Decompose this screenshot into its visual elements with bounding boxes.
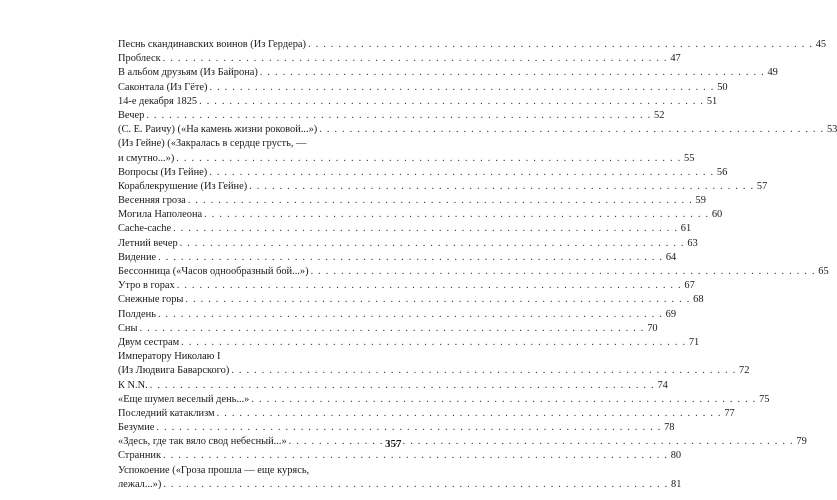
dot-leader bbox=[319, 123, 824, 137]
toc-entry bbox=[118, 265, 829, 279]
toc-entry-title: Последний катаклизм bbox=[118, 407, 215, 419]
toc-entry-page: 57 bbox=[756, 180, 768, 192]
toc-entry-page: 64 bbox=[665, 251, 677, 263]
toc-entry bbox=[118, 166, 728, 180]
toc-entry-page: 55 bbox=[684, 152, 695, 164]
toc-entry-line bbox=[118, 464, 371, 478]
toc-entry-line bbox=[118, 293, 704, 307]
toc-entry-page: 47 bbox=[670, 53, 681, 65]
toc-entry-title: и смутно...») bbox=[118, 152, 175, 164]
toc-entry-page: 56 bbox=[716, 166, 728, 178]
toc-entry-page: 79 bbox=[796, 436, 807, 448]
toc-entry-title: Вопросы (Из Гейне) bbox=[118, 166, 208, 178]
toc-entry-line bbox=[118, 109, 665, 123]
toc-entry-line bbox=[118, 350, 371, 364]
toc-entry-line bbox=[118, 166, 728, 180]
toc-entry-title: Утро в горах bbox=[118, 280, 175, 292]
dot-leader bbox=[199, 95, 704, 109]
dot-leader bbox=[163, 478, 668, 492]
toc-entry bbox=[118, 379, 668, 393]
dot-leader bbox=[177, 279, 682, 293]
dot-leader bbox=[139, 322, 644, 336]
toc-entry bbox=[118, 52, 681, 66]
toc-entry-title: Двум сестрам bbox=[118, 336, 180, 348]
dot-leader bbox=[158, 308, 663, 322]
toc-entry-page: 65 bbox=[818, 266, 829, 277]
page-number: 357 bbox=[385, 438, 402, 450]
toc-entry bbox=[118, 180, 768, 194]
toc-entry bbox=[118, 322, 658, 336]
toc-entry-line bbox=[118, 95, 718, 109]
toc-entry bbox=[118, 194, 706, 208]
toc-entry-line bbox=[118, 180, 768, 194]
toc-entry bbox=[118, 279, 695, 293]
dot-leader bbox=[176, 152, 681, 166]
toc-entry-page: 72 bbox=[739, 365, 750, 377]
toc-entry-line bbox=[118, 379, 668, 393]
toc-entry-title: Полдень bbox=[118, 308, 156, 320]
toc-entry bbox=[118, 66, 778, 80]
toc-entry bbox=[118, 222, 692, 236]
toc-entry-line bbox=[118, 265, 829, 279]
toc-entry-title: (Из Гейне) («Закралась в сердце грусть, — bbox=[118, 138, 307, 150]
toc-entry-title: В альбом друзьям (Из Байрона) bbox=[118, 67, 258, 79]
dot-leader bbox=[260, 66, 765, 80]
toc-entry-page: 77 bbox=[724, 407, 735, 419]
toc-entry-title: Cache-cache bbox=[118, 223, 172, 235]
toc-entry-page: 70 bbox=[647, 322, 658, 334]
toc-entry bbox=[118, 336, 700, 350]
toc-entry-line bbox=[118, 81, 728, 95]
toc-entry-line bbox=[118, 38, 827, 52]
dot-leader bbox=[158, 251, 663, 265]
toc-entry-page: 51 bbox=[706, 95, 718, 107]
dot-leader bbox=[156, 421, 661, 435]
toc-entry-title: Видение bbox=[118, 251, 157, 263]
toc-entry bbox=[118, 81, 728, 95]
toc-entry-title: Бессонница («Часов однообразный бой...») bbox=[118, 266, 309, 277]
toc-entry bbox=[118, 407, 735, 421]
toc-entry-line bbox=[118, 364, 750, 378]
toc-entry-line bbox=[118, 449, 682, 463]
toc-entry bbox=[118, 464, 682, 492]
toc-entry bbox=[118, 251, 677, 265]
dot-leader bbox=[308, 38, 813, 52]
toc-entry-title: Сны bbox=[118, 322, 138, 334]
toc-entry-title: Саконтала (Из Гёте) bbox=[118, 81, 208, 93]
dot-leader bbox=[150, 379, 655, 393]
toc-entry bbox=[118, 38, 827, 52]
toc-entry-line bbox=[118, 322, 658, 336]
toc-entry-page: 49 bbox=[767, 67, 778, 79]
toc-entry-page: 74 bbox=[657, 379, 668, 391]
dot-leader bbox=[181, 336, 686, 350]
toc-entry-page: 67 bbox=[684, 280, 695, 292]
toc-entry-page: 45 bbox=[815, 39, 827, 50]
toc-entry-title: Кораблекрушение (Из Гейне) bbox=[118, 180, 248, 192]
toc-entry-title: Могила Наполеона bbox=[118, 209, 203, 221]
toc-entry-title: Безумие bbox=[118, 422, 155, 434]
toc-entry-title: Снежные горы bbox=[118, 294, 184, 306]
toc-entry-title: лежал...») bbox=[118, 478, 162, 490]
toc-entry-line bbox=[118, 222, 692, 236]
toc-entry-page: 60 bbox=[711, 209, 723, 221]
dot-leader bbox=[163, 52, 668, 66]
dot-leader bbox=[209, 81, 714, 95]
toc-entry-line bbox=[118, 152, 695, 166]
dot-leader bbox=[204, 208, 709, 222]
toc-entry-page: 78 bbox=[664, 422, 675, 434]
toc-entry-page: 71 bbox=[688, 336, 700, 348]
toc-entry-title: Проблеск bbox=[118, 53, 161, 65]
toc-entry-page: 61 bbox=[680, 223, 692, 235]
dot-leader bbox=[251, 393, 756, 407]
dot-leader bbox=[249, 180, 754, 194]
toc-entry bbox=[118, 95, 718, 109]
toc-entry-line bbox=[118, 137, 371, 151]
toc-entry bbox=[118, 449, 682, 463]
toc-entry-line bbox=[118, 237, 698, 251]
dot-leader bbox=[217, 407, 722, 421]
toc-entry-title: Успокоение («Гроза прошла — еще курясь, bbox=[118, 464, 310, 476]
toc-entry bbox=[118, 350, 750, 378]
toc-entry-page: 59 bbox=[695, 195, 706, 207]
toc-entry-title: К N.N. bbox=[118, 379, 148, 391]
dot-leader bbox=[163, 449, 668, 463]
toc-entry-line bbox=[118, 393, 770, 407]
toc-entry-page: 75 bbox=[759, 393, 770, 405]
toc-entry-page: 68 bbox=[693, 294, 704, 306]
toc-entry-line bbox=[118, 194, 706, 208]
dot-leader bbox=[231, 364, 736, 378]
toc-entry-page: 81 bbox=[671, 478, 682, 490]
toc-entry-page: 52 bbox=[654, 109, 665, 121]
toc-entry-title: Императору Николаю I bbox=[118, 351, 221, 363]
toc-entry bbox=[118, 393, 770, 407]
toc-entry-title: Летний вечер bbox=[118, 237, 178, 249]
toc-entry-line bbox=[118, 251, 677, 265]
toc-entry bbox=[118, 237, 698, 251]
toc-entry bbox=[118, 208, 723, 222]
toc-entry-title: Песнь скандинавских воинов (Из Гердера) bbox=[118, 39, 307, 50]
toc-entry bbox=[118, 123, 837, 137]
toc-entry bbox=[118, 109, 665, 123]
toc-entry-title: (Из Людвига Баварского) bbox=[118, 365, 230, 377]
toc-entry-line bbox=[118, 478, 682, 492]
toc-entry-line bbox=[118, 52, 681, 66]
toc-entry bbox=[118, 137, 695, 165]
toc-entry-title: «Здесь, где так вяло свод небесный...» bbox=[118, 436, 287, 448]
dot-leader bbox=[188, 194, 693, 208]
toc-entry-title: Вечер bbox=[118, 109, 145, 121]
toc-entry-title: «Еще шумел веселый день...» bbox=[118, 393, 250, 405]
toc-entry-line bbox=[118, 208, 723, 222]
toc-entry-line bbox=[118, 336, 700, 350]
toc-entry bbox=[118, 421, 675, 435]
toc-entry-page: 69 bbox=[665, 308, 677, 320]
dot-leader bbox=[146, 109, 651, 123]
dot-leader bbox=[311, 265, 816, 279]
toc-entry-title: 14-е декабря 1825 bbox=[118, 95, 198, 107]
toc-entry-line bbox=[118, 407, 735, 421]
toc-entry bbox=[118, 308, 677, 322]
toc-entry-title: Странник bbox=[118, 450, 161, 462]
toc-entry-page: 63 bbox=[687, 237, 698, 249]
toc-entry-page: 50 bbox=[717, 81, 728, 93]
dot-leader bbox=[185, 293, 690, 307]
toc-entry-title: (С. Е. Раичу) («На камень жизни роковой...») bbox=[118, 124, 318, 136]
dot-leader bbox=[289, 435, 794, 449]
toc-entry-title: Весенняя гроза bbox=[118, 195, 186, 207]
toc-entry-line bbox=[118, 123, 837, 137]
toc-entry-page: 80 bbox=[670, 450, 682, 462]
toc-entry-page: 53 bbox=[826, 124, 837, 136]
toc-entry-line bbox=[118, 66, 778, 80]
dot-leader bbox=[180, 237, 685, 251]
toc-entry-line bbox=[118, 308, 677, 322]
dot-leader bbox=[209, 166, 714, 180]
toc-entry-line bbox=[118, 421, 675, 435]
dot-leader bbox=[173, 222, 678, 236]
toc-entry-line bbox=[118, 279, 695, 293]
toc-entry bbox=[118, 293, 704, 307]
